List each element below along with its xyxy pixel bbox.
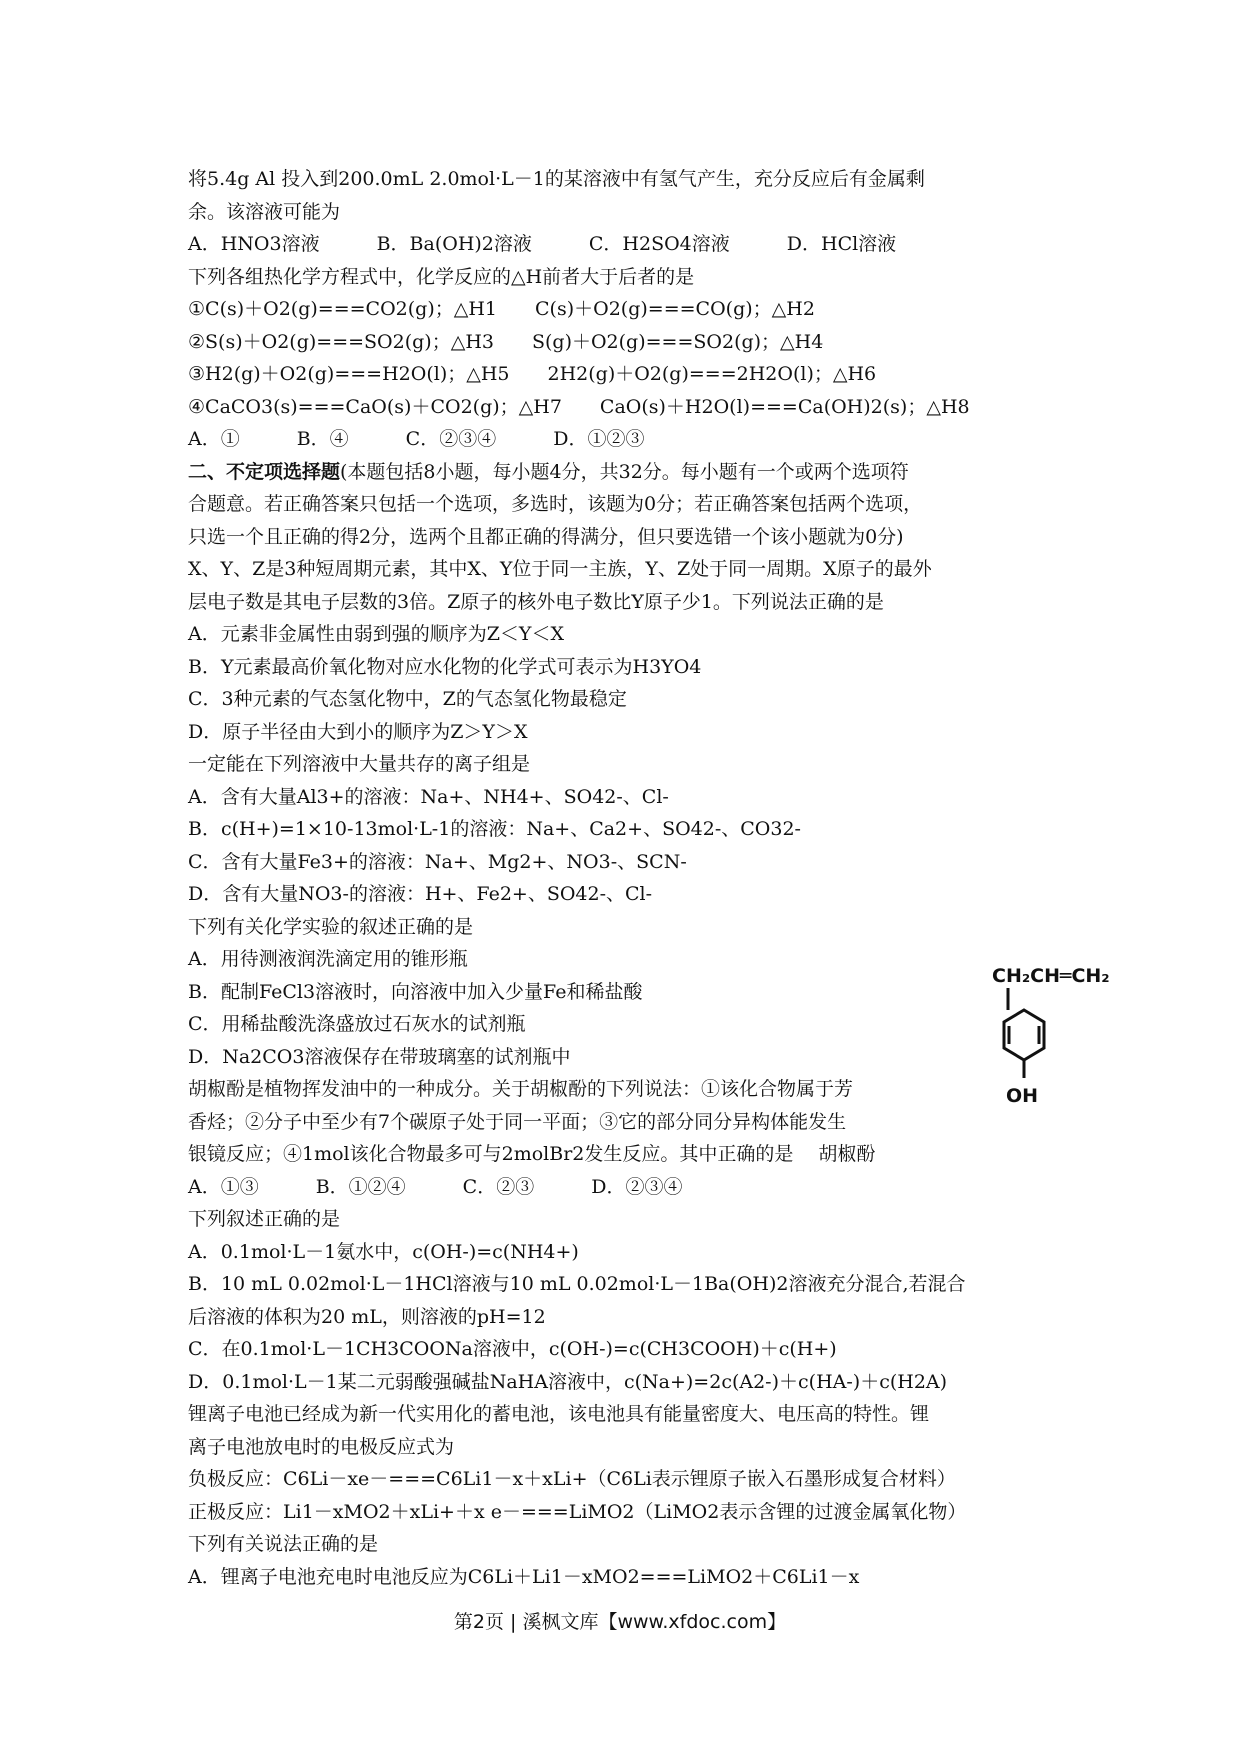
text-line: 余。该溶液可能为 bbox=[188, 200, 341, 223]
text-line: 一定能在下列溶液中大量共存的离子组是 bbox=[188, 753, 531, 775]
text-line: A．元素非金属性由弱到强的顺序为Z＜Y＜X bbox=[188, 623, 564, 645]
text-line: 锂离子电池已经成为新一代实用化的蓄电池，该电池具有能量密度大、电压高的特性。锂 bbox=[188, 1403, 930, 1425]
section-intro: (本题包括8小题，每小题4分，共32分。每小题有一个或两个选项符 bbox=[340, 460, 909, 483]
text-line: C．用稀盐酸洗涤盛放过石灰水的试剂瓶 bbox=[188, 1013, 526, 1035]
text-line: D．Na2CO3溶液保存在带玻璃塞的试剂瓶中 bbox=[188, 1045, 571, 1068]
text-line: ③H2(g)＋O2(g)===H2O(l)；△H5 2H2(g)＋O2(g)===2H2O(l)；△H6 bbox=[188, 363, 877, 385]
text-line: B．配制FeCl3溶液时，向溶液中加入少量Fe和稀盐酸 bbox=[188, 980, 643, 1003]
chavicol-structure-icon bbox=[992, 960, 1152, 1125]
text-line: ①C(s)＋O2(g)===CO2(g)；△H1 C(s)＋O2(g)===CO(g)；△H2 bbox=[188, 298, 815, 320]
text-line: 后溶液的体积为20 mL，则溶液的pH=12 bbox=[188, 1305, 546, 1328]
section-heading-line bbox=[188, 456, 1068, 489]
text-line: A．用待测液润洗滴定用的锥形瓶 bbox=[188, 948, 468, 970]
text-line: A．0.1mol·L－1氨水中，c(OH-)=c(NH4+) bbox=[188, 1240, 579, 1263]
text-line: B．10 mL 0.02mol·L－1HCl溶液与10 mL 0.02mol·L－1Ba(OH)2溶液充分混合,若混合 bbox=[188, 1273, 966, 1295]
text-line: D．0.1mol·L－1某二元弱酸强碱盐NaHA溶液中，c(Na+)=2c(A2-)＋c(HA-)＋c(H2A) bbox=[188, 1370, 948, 1393]
text-line: 香烃；②分子中至少有7个碳原子处于同一平面；③它的部分同分异构体能发生 bbox=[188, 1110, 847, 1133]
text-line: 负极反应：C6Li－xe－===C6Li1－x＋xLi+（C6Li表示锂原子嵌入石墨形成复合材料） bbox=[188, 1468, 956, 1490]
text-line: 下列有关化学实验的叙述正确的是 bbox=[188, 915, 474, 938]
hydroxyl-label: OH bbox=[1006, 1085, 1039, 1107]
chavicol-structure-figure bbox=[992, 960, 1152, 1125]
text-line: 正极反应：Li1－xMO2＋xLi+＋x e－===LiMO2（LiMO2表示含锂的过渡金属氧化物） bbox=[188, 1500, 967, 1523]
text-line: A．① B．④ C．②③④ D．①②③ bbox=[188, 428, 645, 450]
text-line: 层电子数是其电子层数的3倍。Z原子的核外电子数比Y原子少1。下列说法正确的是 bbox=[188, 590, 884, 613]
text-line: 将5.4g Al 投入到200.0mL 2.0mol·L－1的某溶液中有氢气产生，充分反应后有金属剩 bbox=[188, 168, 925, 190]
text-line: B．c(H+)=1×10-13mol·L-1的溶液：Na+、Ca2+、SO42-、CO32- bbox=[188, 818, 801, 840]
text-line: C．含有大量Fe3+的溶液：Na+、Mg2+、NO3-、SCN- bbox=[188, 850, 687, 873]
text-line: ④CaCO3(s)===CaO(s)＋CO2(g)；△H7 CaO(s)＋H2O(l)===Ca(OH)2(s)；△H8 bbox=[188, 395, 970, 418]
text-line: B．Y元素最高价氧化物对应水化物的化学式可表示为H3YO4 bbox=[188, 655, 702, 678]
text-line: 银镜反应；④1mol该化合物最多可与2molBr2发生反应。其中正确的是 胡椒酚 bbox=[188, 1143, 876, 1165]
text-line: A．锂离子电池充电时电池反应为C6Li＋Li1－xMO2===LiMO2＋C6Li1－x bbox=[188, 1565, 860, 1588]
text-line: 合题意。若正确答案只包括一个选项，多选时，该题为0分；若正确答案包括两个选项， bbox=[188, 493, 923, 515]
text-line: ②S(s)＋O2(g)===SO2(g)；△H3 S(g)＋O2(g)===SO2(g)；△H4 bbox=[188, 330, 824, 353]
page-footer: 第2页 | 溪枫文库【www.xfdoc.com】 bbox=[453, 1611, 787, 1633]
page-content bbox=[188, 163, 1068, 1593]
text-line: 离子电池放电时的电极反应式为 bbox=[188, 1435, 455, 1458]
text-line: 下列有关说法正确的是 bbox=[188, 1533, 379, 1555]
text-line: A．HNO3溶液 B．Ba(OH)2溶液 C．H2SO4溶液 D．HCl溶液 bbox=[188, 233, 897, 255]
text-line: 下列叙述正确的是 bbox=[188, 1208, 341, 1230]
text-line: 只选一个且正确的得2分，选两个且都正确的得满分，但只要选错一个该小题就为0分) bbox=[188, 525, 904, 548]
text-line: 胡椒酚是植物挥发油中的一种成分。关于胡椒酚的下列说法：①该化合物属于芳 bbox=[188, 1078, 854, 1100]
text-line: D．含有大量NO3-的溶液：H+、Fe2+、SO42-、Cl- bbox=[188, 883, 653, 905]
section-title: 二、不定项选择题 bbox=[188, 460, 341, 483]
text-line: C．3种元素的气态氢化物中，Z的气态氢化物最稳定 bbox=[188, 688, 627, 710]
text-line: C．在0.1mol·L－1CH3COONa溶液中，c(OH-)=c(CH3COOH)＋c(H+) bbox=[188, 1338, 837, 1360]
text-line: X、Y、Z是3种短周期元素，其中X、Y位于同一主族，Y、Z处于同一周期。X原子的最外 bbox=[188, 558, 932, 580]
text-line: A．①③ B．①②④ C．②③ D．②③④ bbox=[188, 1175, 683, 1198]
text-line: 下列各组热化学方程式中，化学反应的△H前者大于后者的是 bbox=[188, 265, 695, 288]
text-line: D．原子半径由大到小的顺序为Z＞Y＞X bbox=[188, 720, 528, 743]
allyl-group-label: CH₂CH═CH₂ bbox=[992, 965, 1110, 987]
text-line: A．含有大量Al3+的溶液：Na+、NH4+、SO42-、Cl- bbox=[188, 785, 669, 808]
